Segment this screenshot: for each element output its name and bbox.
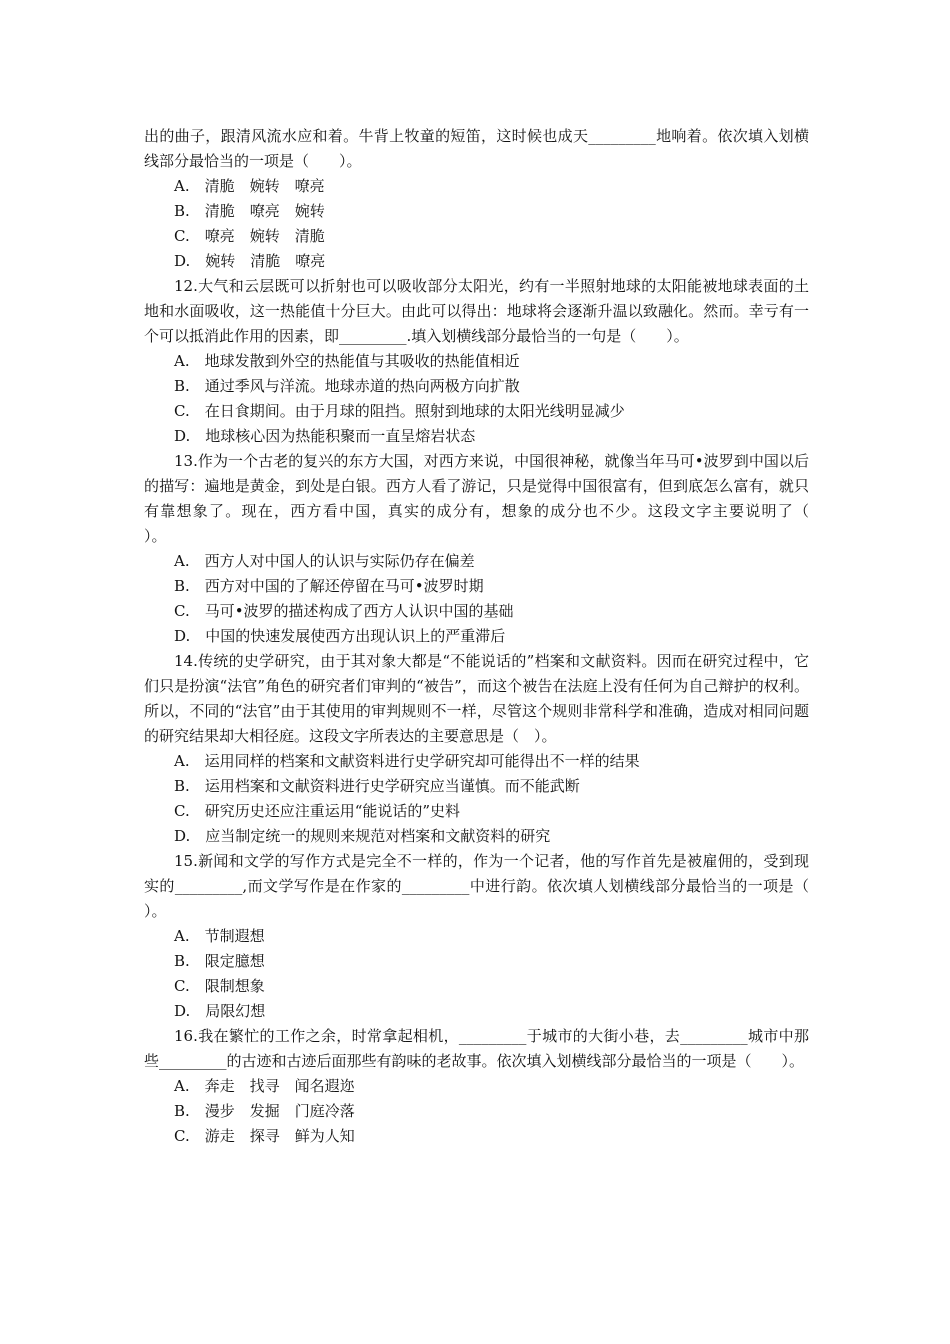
option: A. 节制遐想: [174, 927, 265, 945]
question-11-continuation: 出的曲子，跟清风流水应和着。牛背上牧童的短笛，这时候也成天_________地响着。依次填入划横线部分最恰当的一项是（ ）。: [144, 127, 809, 170]
question-14: 14.传统的史学研究，由于其对象大都是“不能说话的”档案和文献资料。因而在研究过程中，它们只是扮演“法官”角色的研究者们审判的“被告”，而这个被告在法庭上没有任何为自己辩护的权利。所以，不同的“法官”由于其使用的审判规则不一样，尽管这个规则非常科学和准确，造成对相同问题的研究结果却大相径庭。这段文字所表达的主要意思是（ ）。: [144, 652, 809, 745]
question-12: 12.大气和云层既可以折射也可以吸收部分太阳光，约有一半照射地球的太阳能被地球表面的土地和水面吸收，这一热能值十分巨大。由此可以得出：地球将会逐渐升温以致融化。然而。幸亏有一个可以抵消此作用的因素，即_________.填入划横线部分最恰当的一句是（ ）。: [144, 277, 809, 345]
option: C. 在日食期间。由于月球的阻挡。照射到地球的太阳光线明显减少: [174, 402, 625, 420]
option: A. 地球发散到外空的热能值与其吸收的热能值相近: [174, 352, 520, 370]
document-page: [144, 124, 840, 1149]
option: B. 限定臆想: [174, 952, 265, 970]
option: C. 嘹亮 婉转 清脆: [174, 227, 325, 245]
option: D. 中国的快速发展使西方出现认识上的严重滞后: [174, 627, 506, 645]
option: B. 通过季风与洋流。地球赤道的热向两极方向扩散: [174, 377, 520, 395]
option: D. 地球核心因为热能积聚而一直呈熔岩状态: [174, 427, 476, 445]
option: B. 运用档案和文献资料进行史学研究应当谨慎。而不能武断: [174, 777, 580, 795]
option: A. 奔走 找寻 闻名遐迩: [174, 1077, 355, 1095]
option: C. 限制想象: [174, 977, 265, 995]
question-16: 16.我在繁忙的工作之余，时常拿起相机，_________于城市的大街小巷，去_________城市中那些_________的古迹和古迹后面那些有韵味的老故事。依次填入划横线部分最恰当的一项是（ ）。: [144, 1027, 809, 1070]
option: B. 漫步 发掘 门庭冷落: [174, 1102, 355, 1120]
question-13: 13.作为一个古老的复兴的东方大国，对西方来说，中国很神秘，就像当年马可•波罗到中国以后的描写：遍地是黄金，到处是白银。西方人看了游记，只是觉得中国很富有，但到底怎么富有，就只有靠想象了。现在，西方看中国，真实的成分有，想象的成分也不少。这段文字主要说明了（ ）。: [144, 452, 840, 545]
option: C. 研究历史还应注重运用“能说话的”史料: [174, 802, 461, 820]
option: D. 婉转 清脆 嘹亮: [174, 252, 326, 270]
option: D. 应当制定统一的规则来规范对档案和文献资料的研究: [174, 827, 551, 845]
option: C. 马可•波罗的描述构成了西方人认识中国的基础: [174, 602, 514, 620]
question-15: 15.新闻和文学的写作方式是完全不一样的，作为一个记者，他的写作首先是被雇佣的，受到现实的_________,而文学写作是在作家的_________中进行韵。依次填人划横线部分最恰当的一项是（ ）。: [144, 852, 840, 920]
option: A. 西方人对中国人的认识与实际仍存在偏差: [174, 552, 475, 570]
option: B. 西方对中国的了解还停留在马可•波罗时期: [174, 577, 484, 595]
option: C. 游走 探寻 鲜为人知: [174, 1127, 355, 1145]
option: D. 局限幻想: [174, 1002, 266, 1020]
option: A. 清脆 婉转 嘹亮: [174, 177, 325, 195]
option: B. 清脆 嘹亮 婉转: [174, 202, 325, 220]
option: A. 运用同样的档案和文献资料进行史学研究却可能得出不一样的结果: [174, 752, 640, 770]
